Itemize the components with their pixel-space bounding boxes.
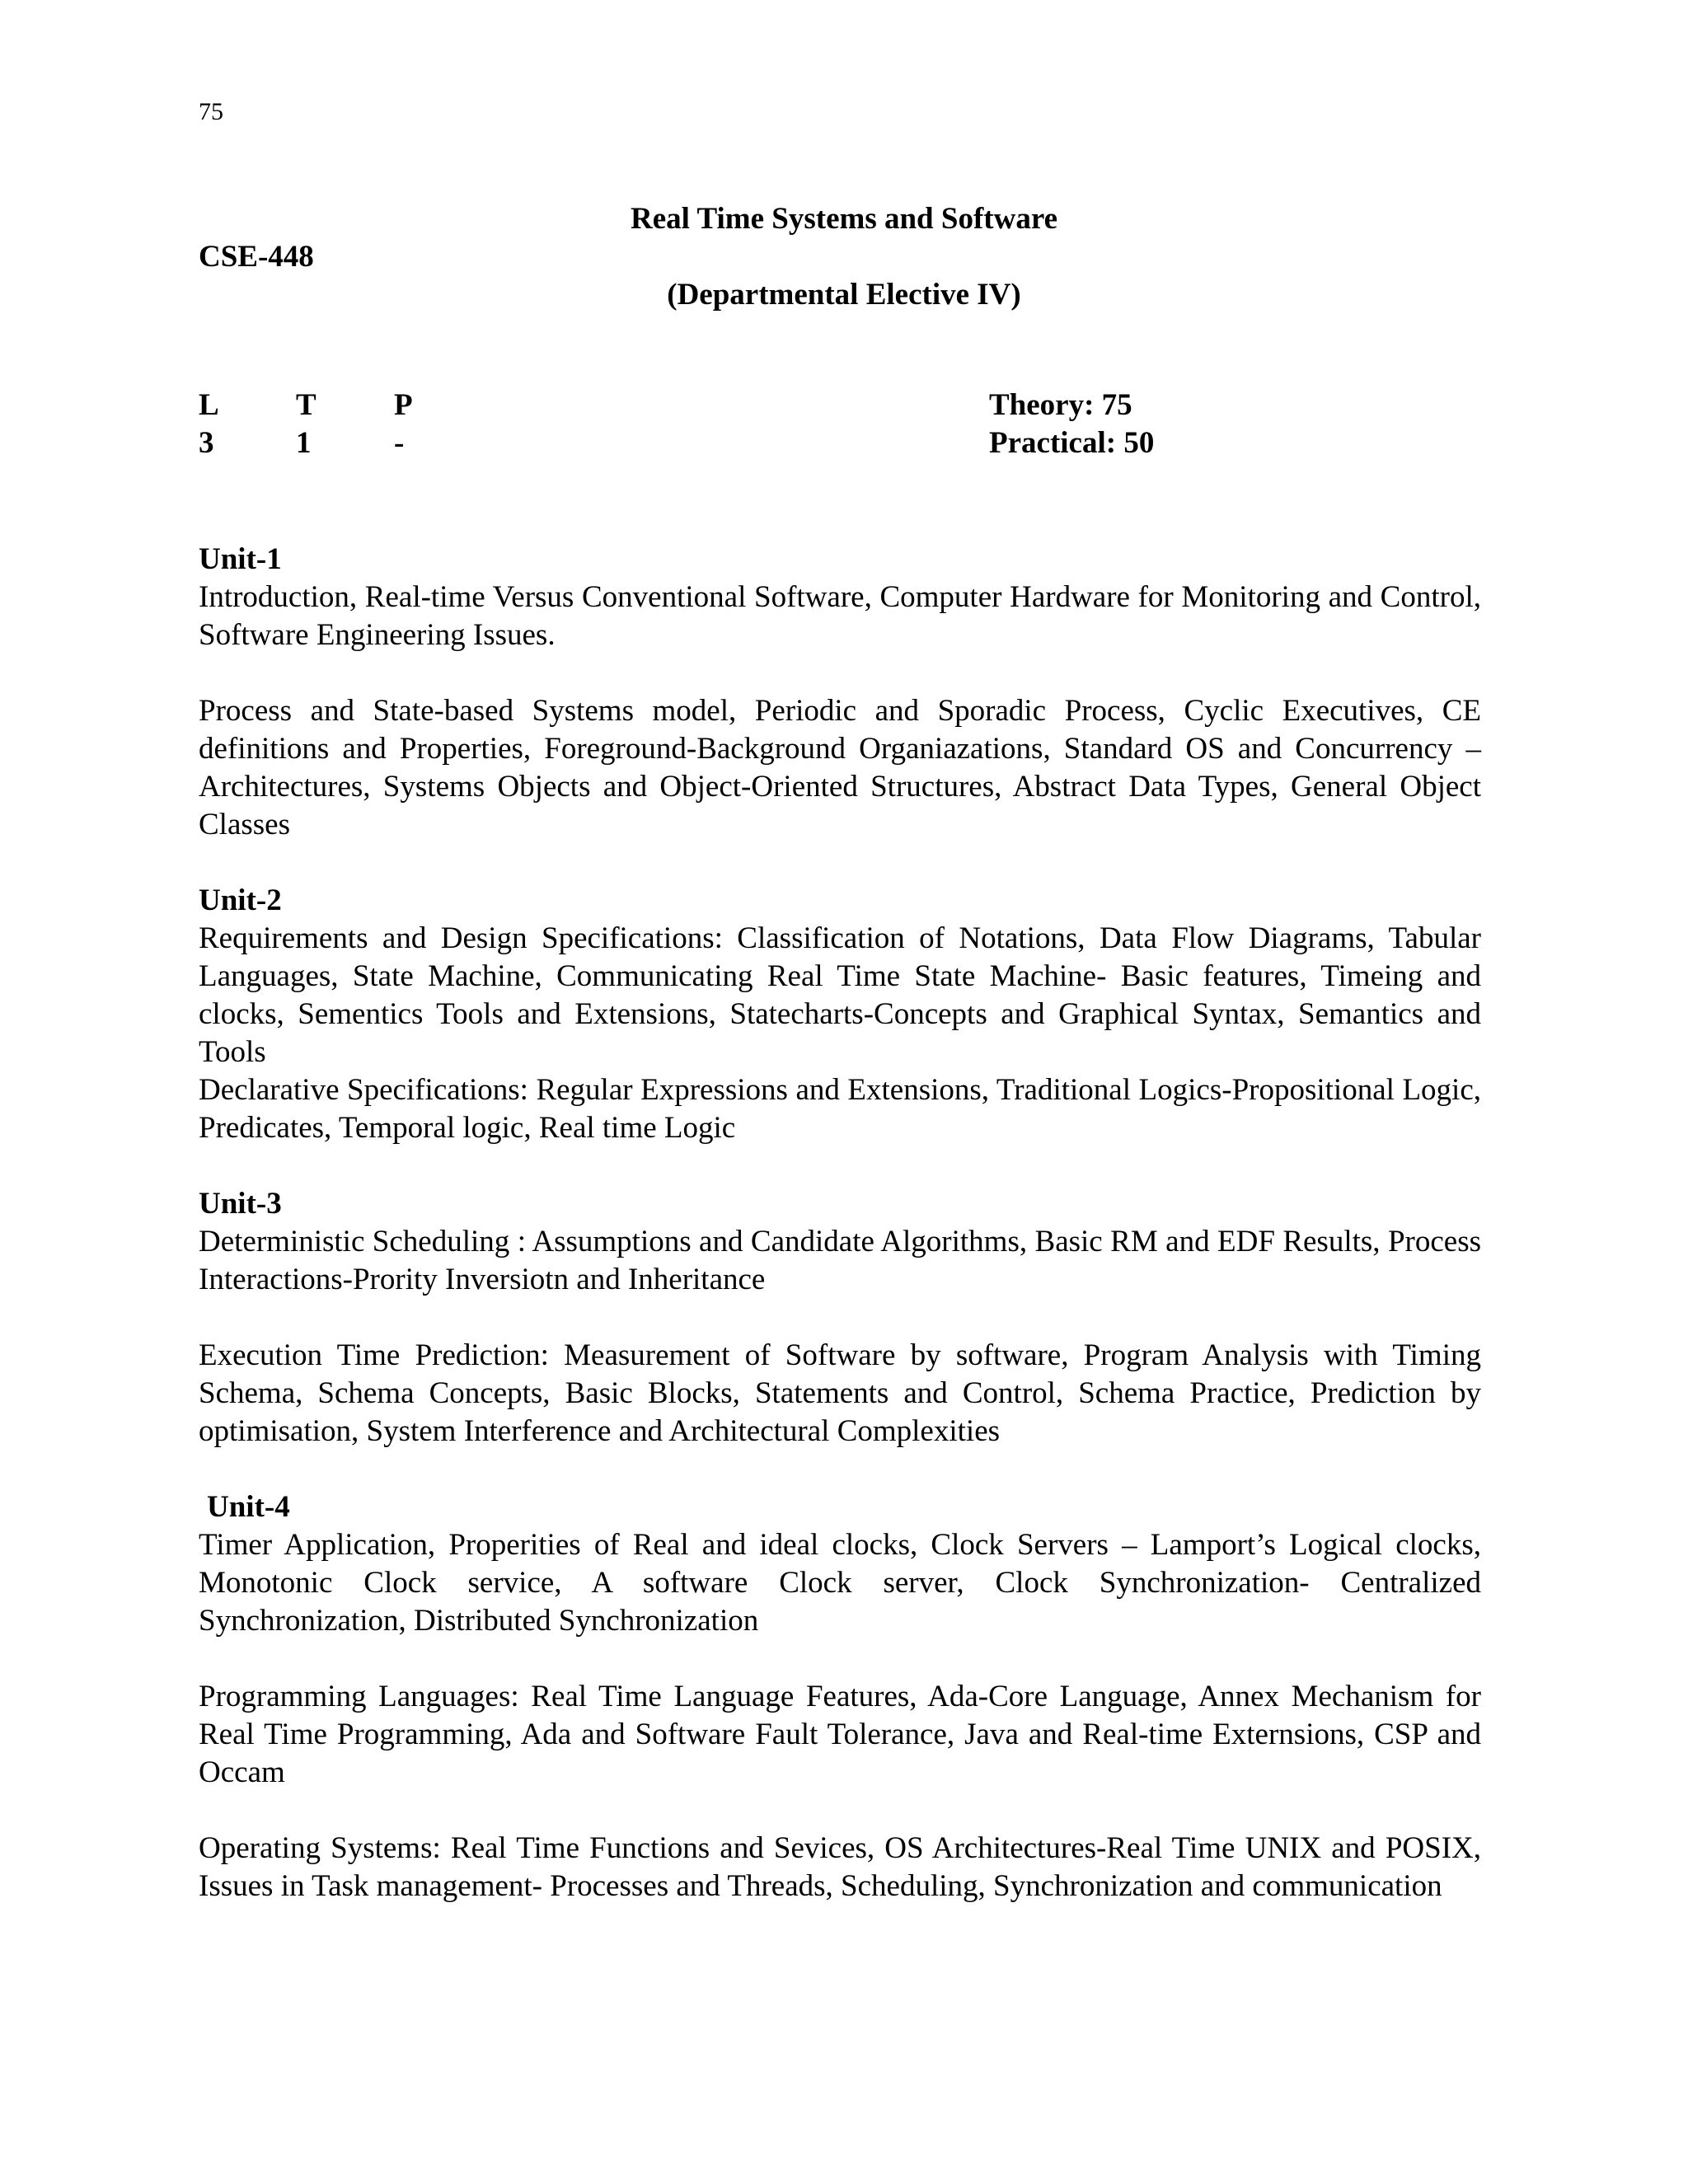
unit-1-heading: Unit-1 [199, 542, 282, 576]
unit-4-paragraph: Timer Application, Properities of Real and ideal clocks, Clock Servers – Lamport’s Logical clocks, Monotonic Clock service, A software Clock server, Clock Synchronization- Centralized Synchronization, Distributed Synchronization [199, 1528, 1481, 1638]
ltp-header-t: T [296, 388, 316, 422]
unit-1-paragraph: Introduction, Real-time Versus Conventional Software, Computer Hardware for Monitoring and Control, Software Engineering Issues. [199, 580, 1481, 652]
unit-3-paragraph: Deterministic Scheduling : Assumptions and Candidate Algorithms, Basic RM and EDF Results, Process Interactions-Prority Inversiotn and Inheritance [199, 1225, 1481, 1296]
syllabus-content [199, 541, 1481, 1905]
course-title: Real Time Systems and Software [631, 202, 1057, 236]
unit-4-paragraph: Operating Systems: Real Time Functions and Sevices, OS Architectures-Real Time UNIX and POSIX, Issues in Task management- Processes and Threads, Scheduling, Synchronization and communication [199, 1831, 1481, 1903]
page-number: 75 [199, 98, 223, 125]
unit-2-heading: Unit-2 [199, 883, 282, 917]
theory-marks: Theory: 75 [989, 388, 1132, 422]
unit-2-paragraph: Requirements and Design Specifications: Classification of Notations, Data Flow Diagrams, Tabular Languages, State Machine, Communicating Real Time State Machine- Basic features, Timeing and clocks, Sementics Tools and Extensions, Statecharts-Concepts and Graphical Syntax, Semantics and Tools [199, 921, 1481, 1069]
practical-marks: Practical: 50 [989, 426, 1155, 460]
course-code: CSE-448 [199, 240, 314, 274]
unit-3-heading: Unit-3 [199, 1187, 282, 1221]
unit-1-paragraph: Process and State-based Systems model, Periodic and Sporadic Process, Cyclic Executives, CE definitions and Properties, Foreground-Background Organiazations, Standard OS and Concurrency – Architectures, Systems Objects and Object-Oriented Structures, Abstract Data Types, General Object Classes [199, 694, 1481, 841]
course-subtitle: (Departmental Elective IV) [667, 278, 1021, 312]
unit-2-paragraph: Declarative Specifications: Regular Expressions and Extensions, Traditional Logics-Propositional Logic, Predicates, Temporal logic, Real time Logic [199, 1073, 1481, 1145]
unit-4-paragraph: Programming Languages: Real Time Language Features, Ada-Core Language, Annex Mechanism for Real Time Programming, Ada and Software Fault Tolerance, Java and Real-time Externsions, CSP and Occam [199, 1680, 1481, 1789]
ltp-header-p: P [394, 388, 413, 422]
ltp-value-p: - [394, 426, 405, 460]
ltp-value-t: 1 [296, 426, 312, 460]
ltp-value-l: 3 [199, 426, 214, 460]
ltp-header-l: L [199, 388, 219, 422]
unit-4-heading: Unit-4 [207, 1490, 290, 1524]
unit-3-paragraph: Execution Time Prediction: Measurement of Software by software, Program Analysis with Timing Schema, Schema Concepts, Basic Blocks, Statements and Control, Schema Practice, Prediction by optimisation, System Interference and Architectural Complexities [199, 1338, 1481, 1448]
